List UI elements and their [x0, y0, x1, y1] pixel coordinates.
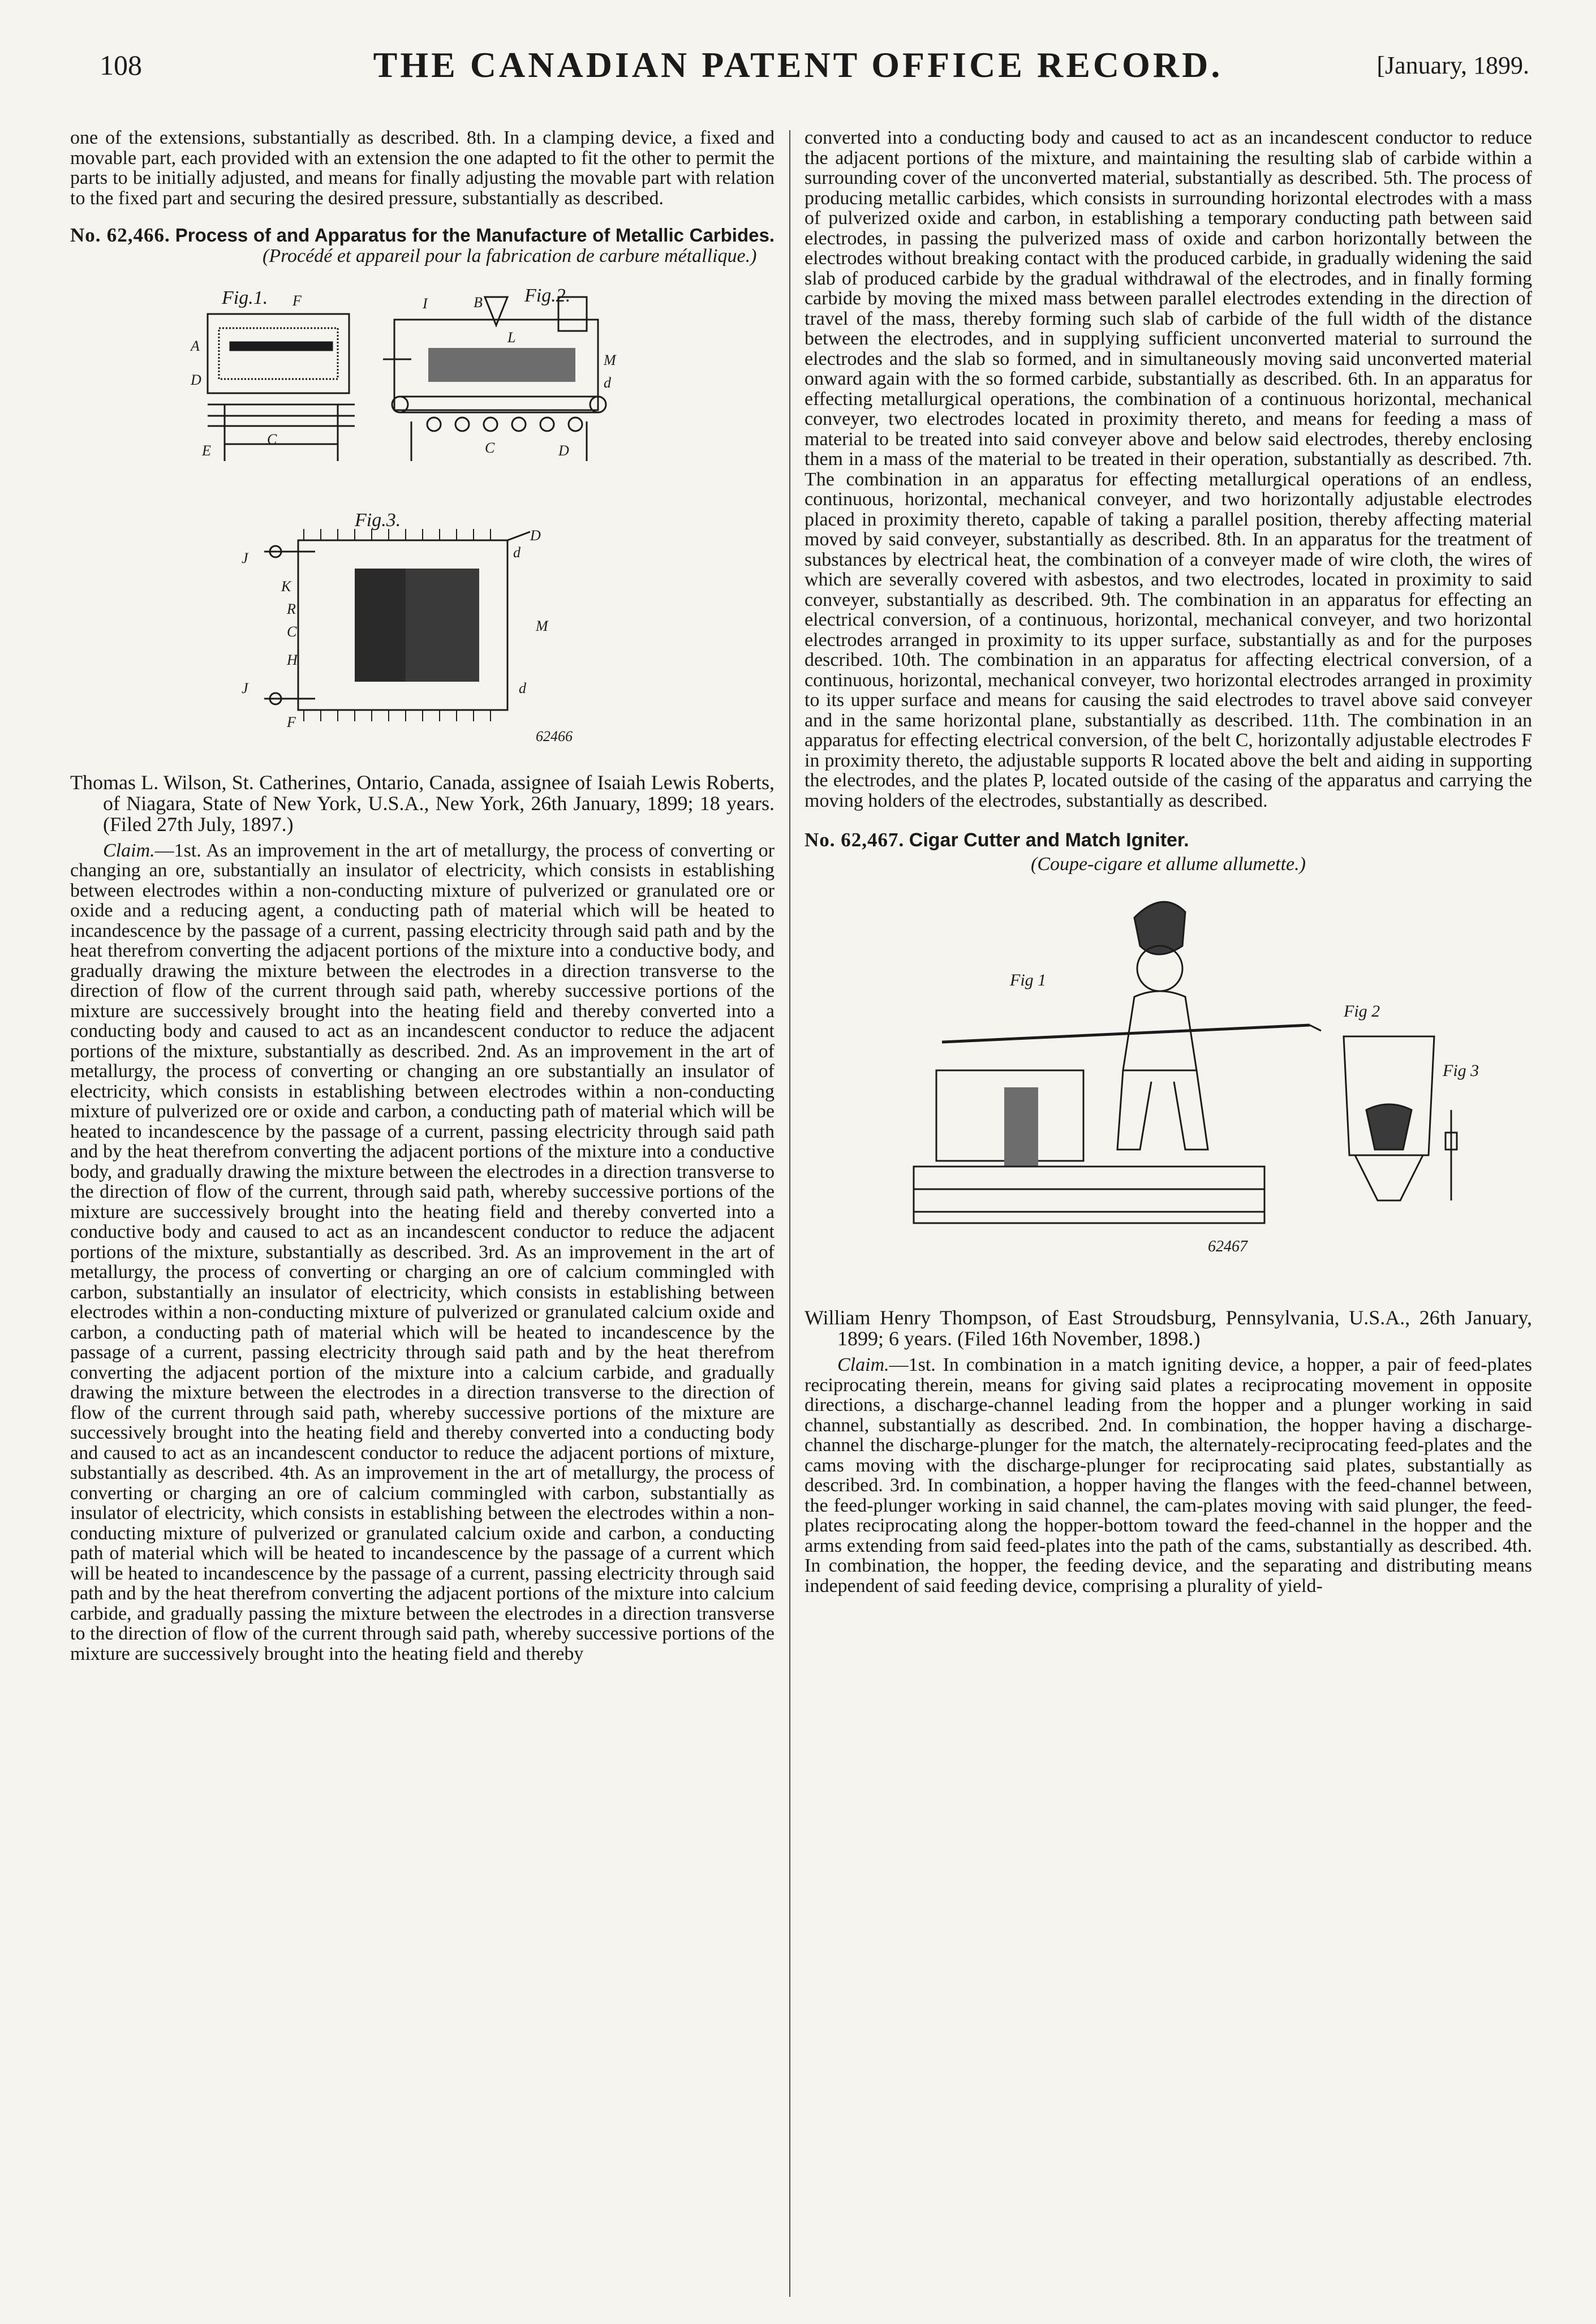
letter-B: B: [473, 294, 483, 311]
fig2-conveyer-rollers: [427, 418, 582, 431]
letter-D-2: D: [558, 442, 569, 459]
cigar-cutter-drawing: [868, 884, 1479, 1296]
letter-D: D: [190, 372, 201, 388]
letter-H: H: [286, 652, 298, 668]
carbide-apparatus-svg: [168, 274, 677, 755]
running-header: [0, 34, 1596, 96]
drawing-number: 62466: [535, 728, 573, 744]
cigar-cutter-svg: [868, 884, 1479, 1291]
letter-C-2: C: [484, 440, 494, 456]
letter-K: K: [281, 578, 291, 595]
letter-F: F: [292, 292, 302, 309]
cigar-rod: [942, 1025, 1310, 1042]
claim-text: —1st. As an improvement in the art of metallurgy, the process of converting or changing an ore, substantially an insulator of electricity, which consists in establishing between electrodes within a non-conducting mixture of pulverized or granulated ore or oxide and a reducing agent, a conducting path of material which will be heated to incandescence by the passage of a current, passing electricity through said path and by the heat therefrom converting the adjacent portions of the mixture into a conductive body, and gradually drawing the mixture between the electrodes in a direction transverse to the direction of flow of the current through said path, whereby successive portions of the mixture are successively brought into the heating field and thereby converted into a conducting body and caused to act as an incandescent conductor to reduce the adjacent portions of the mixture, substantially as described. 2nd. As an improvement in the art of metallurgy, the process of converting or changing an ore substantially an insulator of electricity, which consists in establishing between electrodes within a non-conducting mixture of pulverized ore or oxide and carbon, a conducting path of material which will be heated to incandescence by the passage of a current, passing electricity through said path and by the heat therefrom converting the adjacent portions of the mixture into a conductive body, and gradually drawing the mixture between the electrodes in a direction transverse to the direction of flow of the current, through said path, whereby successive portions of the mixture are successively brought into the heating field and thereby converted into a conductive body and caused to act as an incandescent conductor to reduce the adjacent portions of the mixture, substantially as described. 3rd. As an improvement in the art of metallurgy, the process of converting or charging an ore of calcium commingled with carbon, substantially an insulator of electricity, which consists in establishing between electrodes within a non-conducting mixture of pulverized or granulated calcium oxide and carbon, a conducting path of material which will be heated to incandescence by the passage of a current, passing electricity through said path and by the heat therefrom converting the adjacent portion of the mixture into a calcium carbide, and gradually drawing the mixture between the electrodes in a direction transverse to the direction of flow of the current through said path, whereby successive portions of the mixture are successively brought into the heating field and thereby converted into a conducting body and caused to act as an incandescent conductor to reduce the adjacent portions of mixture, substantially as described. 4th. As an improvement in the art of metallurgy, the process of converting or charging an ore of calcium commingled with carbon, substantially as insulator of electricity, which consists in establishing between the electrodes within a non-conducting mixture of pulverized or granulated calcium oxide and carbon, a conducting path of material which will be heated to incandescence by the passage of a current which will be heated to incandescence by the passage of a current, passing electricity through said path and by the heat therefrom converting the adjacent portions of the mixture into calcium carbide, and gradually passing the mixture between the electrodes in a direction transverse to the direction of flow of the current through said path, whereby successive portions of the mixture are successively brought into the heating field and thereby: [70, 840, 775, 1664]
letter-L: L: [507, 329, 515, 346]
patent-62467-heading: [805, 830, 1532, 851]
patent-french-title: (Procédé et appareil pour la fabrication de carbure métallique.): [263, 246, 757, 266]
claim-label: Claim.: [837, 1354, 889, 1375]
letter-A: A: [190, 338, 200, 354]
fig3-label: Fig 3: [1443, 1061, 1479, 1080]
right-column: [805, 128, 1532, 2306]
journal-title: THE CANADIAN PATENT OFFICE RECORD.: [373, 45, 1223, 85]
patent-62467-claims: [805, 1355, 1532, 1596]
fig3-label: Fig.3.: [354, 510, 401, 531]
fig2-label: Fig 2: [1344, 1001, 1380, 1021]
issue-date: [January, 1899.: [1376, 51, 1529, 79]
letter-D-3: D: [530, 527, 541, 544]
fig1-label: Fig.1.: [221, 287, 268, 308]
letter-C: C: [266, 431, 277, 447]
claim-text: —1st. In combination in a match igniting device, a hopper, a pair of feed-plates reciprocating therein, means for giving said plates a reciprocating movement in opposite directions, a discharge-channel leading from the hopper and a plunger working in said channel, substantially as described. 2nd. In combination, the hopper having a discharge-channel the discharge-plunger for the match, the alternately-reciprocating feed-plates and the cams moving with the discharge-plunger for reciprocating said plates, substantially as described. 3rd. In combination, a hopper having the flanges with the feed-channel between, the feed-plunger working in said channel, the cam-plates moving with said plunger, the feed-plates reciprocating along the hopper-bottom toward the feed-channel in the hopper and the arms extending from said feed-plates into the path of the cams, substantially as described. 4th. In combination, the hopper, the feeding device, and the separating and distributing means independent of said feeding device, comprising a plurality of yield-: [805, 1354, 1532, 1596]
letter-J-2: J: [241, 680, 248, 696]
figurine-leg-left: [1117, 1070, 1151, 1150]
fig2-hopper: [485, 297, 507, 325]
letter-d-2: d: [513, 544, 520, 561]
letter-M-2: M: [535, 618, 548, 634]
patent-number: No. 62,466.: [70, 224, 170, 246]
hopper-discharge: [1355, 1155, 1423, 1200]
patent-title: Process of and Apparatus for the Manufacture of Metallic Carbides.: [175, 225, 775, 246]
column-divider: [789, 130, 790, 2297]
claim-label: Claim.: [103, 840, 155, 861]
patent-62466-inventor: Thomas L. Wilson, St. Catherines, Ontario, Canada, assignee of Isaiah Lewis Roberts, of Niagara, State of New York, U.S.A., New York, 26th January, 1899; 18 years. (Filed 27th July, 1897.): [70, 771, 775, 836]
fig2-label: Fig.2.: [524, 285, 570, 306]
letter-R: R: [286, 601, 296, 617]
page-number: 108: [100, 49, 142, 81]
letter-E: E: [201, 442, 211, 459]
patent-62466-claims: [70, 841, 775, 1664]
left-column: [70, 128, 775, 2306]
letter-F-2: F: [286, 714, 296, 730]
drawing-number: 62467: [1208, 1237, 1247, 1255]
letter-I: I: [422, 295, 428, 312]
letter-M: M: [603, 352, 616, 368]
carbide-apparatus-drawing: [168, 274, 677, 760]
patent-62466-heading: [70, 225, 775, 266]
letter-J: J: [241, 550, 248, 566]
figurine-leg-right: [1174, 1070, 1208, 1150]
letter-C-3: C: [286, 623, 296, 640]
fig1-label: Fig 1: [1010, 970, 1047, 989]
fig1-electrode: [230, 342, 332, 350]
patent-title: Cigar Cutter and Match Igniter.: [909, 829, 1189, 851]
patent-french-title: (Coupe-cigare et allume allumette.): [1031, 854, 1306, 875]
fig1-furnace-box: [208, 314, 349, 393]
letter-d: d: [603, 375, 611, 391]
patent-number: No. 62,467.: [805, 829, 905, 851]
continued-claims-62466: converted into a conducting body and caused to act as an incandescent conductor to reduce the adjacent portions of the mixture, and maintaining the resulting slab of carbide within a surrounding cover of the unconverted material, substantially as described. 5th. The process of producing metallic carbides, which consists in surrounding horizontal electrodes with a mass of pulverized oxide and carbon, in establishing a temporary conducting path between said electrodes, in passing the pulverized mass of oxide and carbon horizontally between the electrodes without breaking contact with the produced carbide, in gradually widening the said slab of produced carbide by the gradual withdrawal of the electrodes, and in finally forming carbide by moving the mixed mass between parallel electrodes extending in the direction of travel of the mass, thereby forming such slab of carbide of the full width of the distance between the electrodes, and in supplying sufficient unconverted material to surround the electrodes and the slab so formed, and in simultaneously moving said unconverted material onward again with the so formed carbide, substantially as described. 6th. In an apparatus for effecting metallurgical operations, the combination of a continuous horizontal, mechanical conveyer, two electrodes located in proximity thereto, and means for feeding a mass of material to be treated into said conveyer above and below said electrodes, thereby enclosing them in a mass of the material to be treated in their operation, substantially as described. 7th. The combination in an apparatus for effecting metallurgical operations of an endless, continuous, horizontal, mechanical conveyer, and two horizontally adjustable electrodes placed in proximity thereto, capable of taking a parallel position, thereby affecting material moved by said conveyer, substantially as described. 8th. In an apparatus for the treatment of substances by electrical heat, the combination of a conveyer made of wire cloth, the wires of which are severally covered with asbestos, and two electrodes, located in proximity to said conveyer, substantially as described. 9th. The combination in an apparatus for effecting an electrical conversion, of a continuous, horizontal, mechanical conveyer, and two horizontal electrodes arranged in proximity to its upper surface, substantially as and for the purposes described. 10th. The combination in an apparatus for affecting electrical conversion, of a continuous, horizontal, mechanical conveyer, two horizontal electrodes arranged in proximity to its upper surface and means for causing the said electrodes to travel above said conveyer and in the same horizontal plane, substantially as described. 11th. The combination in an apparatus for effecting electrical conversion, of the belt C, horizontally adjustable electrodes F in proximity thereto, the adjustable supports R located above the belt and aiding in supporting the electrodes, and the plates P, located outside of the casing of the apparatus and carrying the moving holders of the electrodes, substantially as described.: [805, 127, 1532, 811]
patent-62467-inventor: William Henry Thompson, of East Stroudsburg, Pennsylvania, U.S.A., 26th January, 1899; 6 years. (Filed 16th November, 1898.): [805, 1306, 1532, 1350]
continued-claims-text: one of the extensions, substantially as described. 8th. In a clamping device, a fixed and movable part, each provided with an extension the one adapted to fit the other to permit the parts to be initially adjusted, and means for finally adjusting the movable part with relation to the fixed part and securing the desired pressure, substantially as described.: [70, 127, 775, 209]
letter-d-3: d: [518, 680, 526, 696]
